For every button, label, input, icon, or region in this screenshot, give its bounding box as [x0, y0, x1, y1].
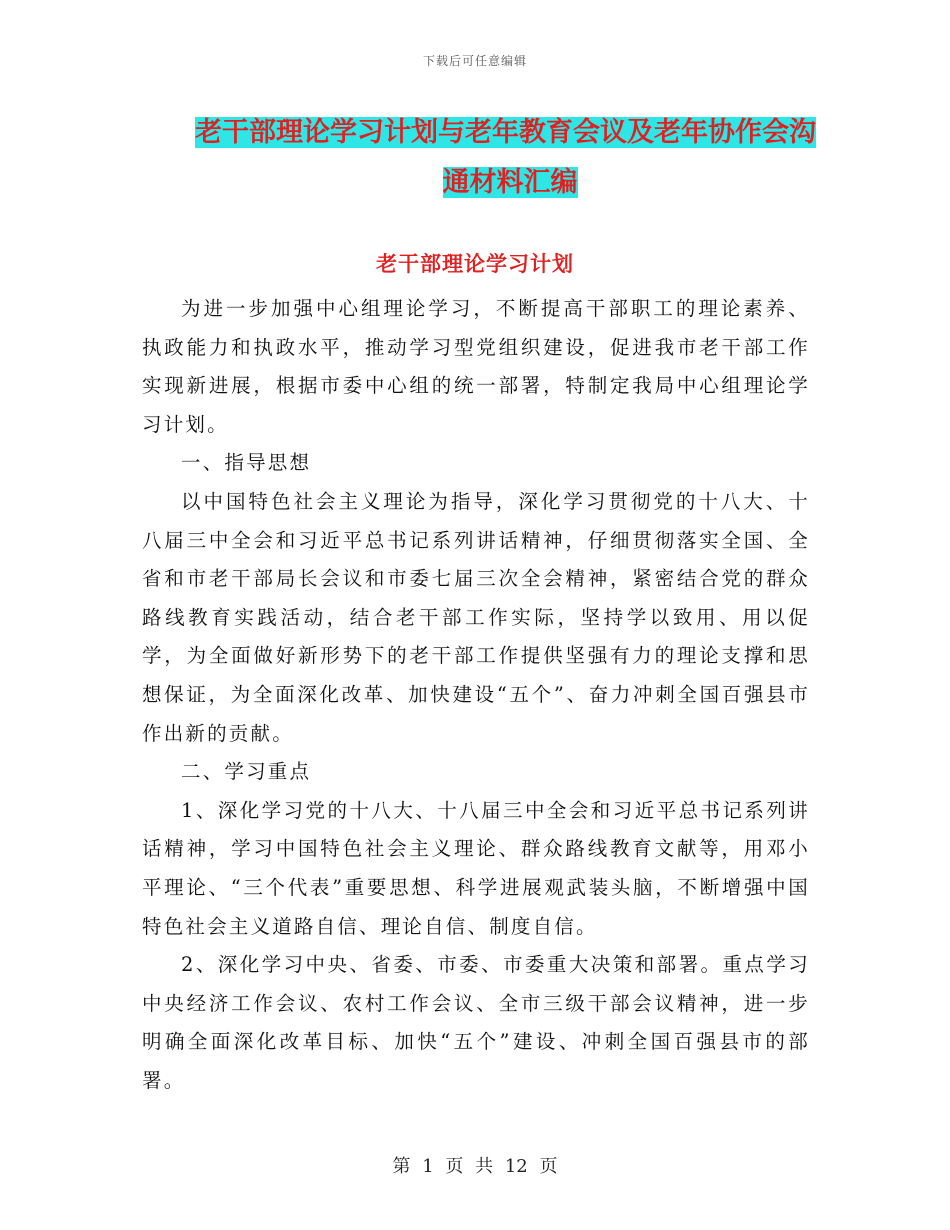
title-line-1: [195, 108, 815, 158]
title-line-2: [195, 158, 815, 208]
heading-study-focus: 二、学习重点: [181, 760, 312, 784]
header-note: 下载后可任意编辑: [422, 54, 527, 68]
paragraph-focus-1: 1、深化学习党的十八大、十八届三中全会和习近平总书记系列讲话精神，学习中国特色社会主义理论、群众路线教育文献等，用邓小平理论、“三个代表”重要思想、科学进展观武装头脑，不断增强中国特色社会主义道路自信、理论自信、制度自信。: [142, 798, 810, 938]
section-title: 老干部理论学习计划: [376, 252, 574, 276]
heading-guiding-ideology: 一、指导思想: [181, 451, 312, 475]
title-line-2-text: 通材料汇编: [442, 167, 578, 198]
title-line-1-text: 老干部理论学习计划与老年教育会议及老年协作会沟: [195, 117, 816, 148]
document-body: [142, 290, 810, 1100]
document-title: [195, 108, 815, 208]
paragraph-guiding-ideology: 以中国特色社会主义理论为指导，深化学习贯彻党的十八大、十八届三中全会和习近平总书记系列讲话精神，仔细贯彻落实全国、全省和市老干部局长会议和市委七届三次全会精神，紧密结合党的群众路线教育实践活动，结合老干部工作实际，坚持学以致用、用以促学，为全面做好新形势下的老干部工作提供坚强有力的理论支撑和思想保证，为全面深化改革、加快建设“五个”、奋力冲刺全国百强县市作出新的贡献。: [142, 489, 810, 745]
page-number-footer: 第 1 页 共 12 页: [392, 1156, 558, 1177]
paragraph-intro: 为进一步加强中心组理论学习，不断提高干部职工的理论素养、执政能力和执政水平，推动学习型党组织建设，促进我市老干部工作实现新进展，根据市委中心组的统一部署，特制定我局中心组理论学习计划。: [142, 297, 810, 436]
paragraph-focus-2: 2、深化学习中央、省委、市委、市委重大决策和部署。重点学习中央经济工作会议、农村工作会议、全市三级干部会议精神，进一步明确全面深化改革目标、加快“五个”建设、冲刺全国百强县市的部署。: [142, 953, 810, 1092]
